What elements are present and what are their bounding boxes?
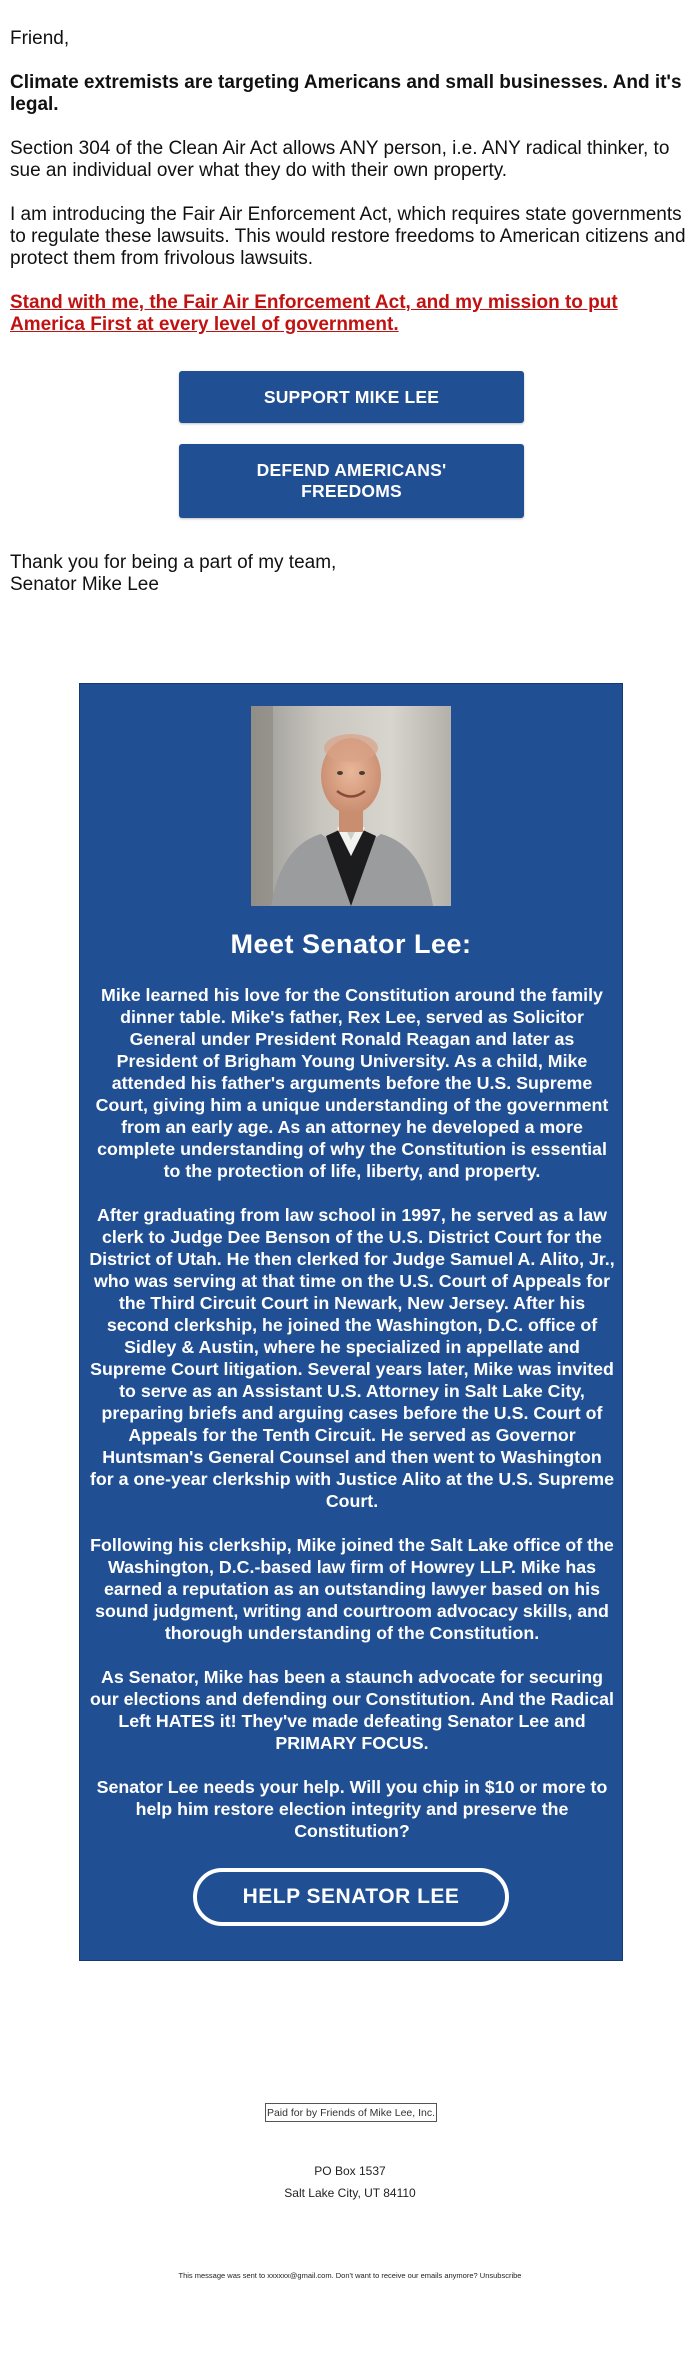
stand-with-me-link[interactable]: Stand with me, the Fair Air Enforcement Act, and my mission to put America First at every level of government. [10,292,618,335]
bio-paragraph: Senator Lee needs your help. Will you chip in $10 or more to help him restore election integrity and preserve the Constitution? [96,1777,608,1841]
defend-freedoms-button[interactable]: DEFEND AMERICANS' FREEDOMS [179,444,524,518]
notice-text: This message was sent to xxxxxx@gmail.com. Don't want to receive our emails anymore? [178,2271,478,2280]
address-po-box: PO Box 1537 [314,2164,386,2178]
bio-text [88,984,616,1864]
bio-paragraph: Following his clerkship, Mike joined the Salt Lake office of the Washington, D.C.-based law firm of Howrey LLP. Mike has earned a reputation as an outstanding lawyer based on his sound judgment, writing and courtroom advocacy skills, and thorough understanding of the Constitution. [90,1535,614,1643]
help-senator-lee-button[interactable]: HELP SENATOR LEE [193,1868,509,1926]
paragraph-clean-air-act: Section 304 of the Clean Air Act allows ANY person, i.e. ANY radical thinker, to sue an individual over what they do with their own property. [10,138,670,181]
email-notice [0,2271,700,2280]
signoff-line: Thank you for being a part of my team, [10,552,337,573]
bio-paragraph: Mike learned his love for the Constitution around the family dinner table. Mike's father, Rex Lee, served as Solicitor General under President Ronald Reagan and later as President of Brigham Young University. As a child, Mike attended his father's arguments before the U.S. Supreme Court, giving him a unique understanding of the government from an early age. As an attorney he developed a more complete understanding of why the Constitution is essential to the protection of life, liberty, and property. [95,985,609,1181]
bio-paragraph: As Senator, Mike has been a staunch advocate for securing our elections and defending our Constitution. And the Radical Left HATES it! They've made defeating Senator Lee and PRIMARY FOCUS. [90,1667,614,1753]
address-city: Salt Lake City, UT 84110 [284,2186,416,2200]
paragraph-fair-air-act: I am introducing the Fair Air Enforcement Act, which requires state governments to regulate these lawsuits. This would restore freedoms to American citizens and protect them from frivolous lawsuits. [10,204,686,269]
paid-for-disclaimer: Paid for by Friends of Mike Lee, Inc. [265,2103,437,2122]
meet-senator-card [79,683,623,1961]
signoff [10,552,336,596]
senator-portrait [251,706,451,906]
letter-body [10,28,694,336]
card-title: Meet Senator Lee: [230,929,472,959]
signoff-name: Senator Mike Lee [10,574,159,595]
support-mike-lee-button[interactable]: SUPPORT MIKE LEE [179,371,524,423]
headline: Climate extremists are targeting Americans and small businesses. And it's legal. [10,72,682,115]
greeting: Friend, [10,28,70,49]
bio-paragraph: After graduating from law school in 1997, he served as a law clerk to Judge Dee Benson of the U.S. District Court for the District of Utah. He then clerked for Judge Samuel A. Alito, Jr., who was serving at that time on the U.S. Court of Appeals for the Third Circuit Court in Newark, New Jersey. After his second clerkship, he joined the Washington, D.C. office of Sidley & Austin, where he specialized in appellate and Supreme Court litigation. Several years later, Mike was invited to serve as an Assistant U.S. Attorney in Salt Lake City, preparing briefs and arguing cases before the U.S. Court of Appeals for the Tenth Circuit. He served as Governor Huntsman's General Counsel and then went to Washington for a one-year clerkship with Justice Alito at the U.S. Supreme Court. [89,1205,615,1511]
unsubscribe-link[interactable]: Unsubscribe [479,2271,522,2280]
